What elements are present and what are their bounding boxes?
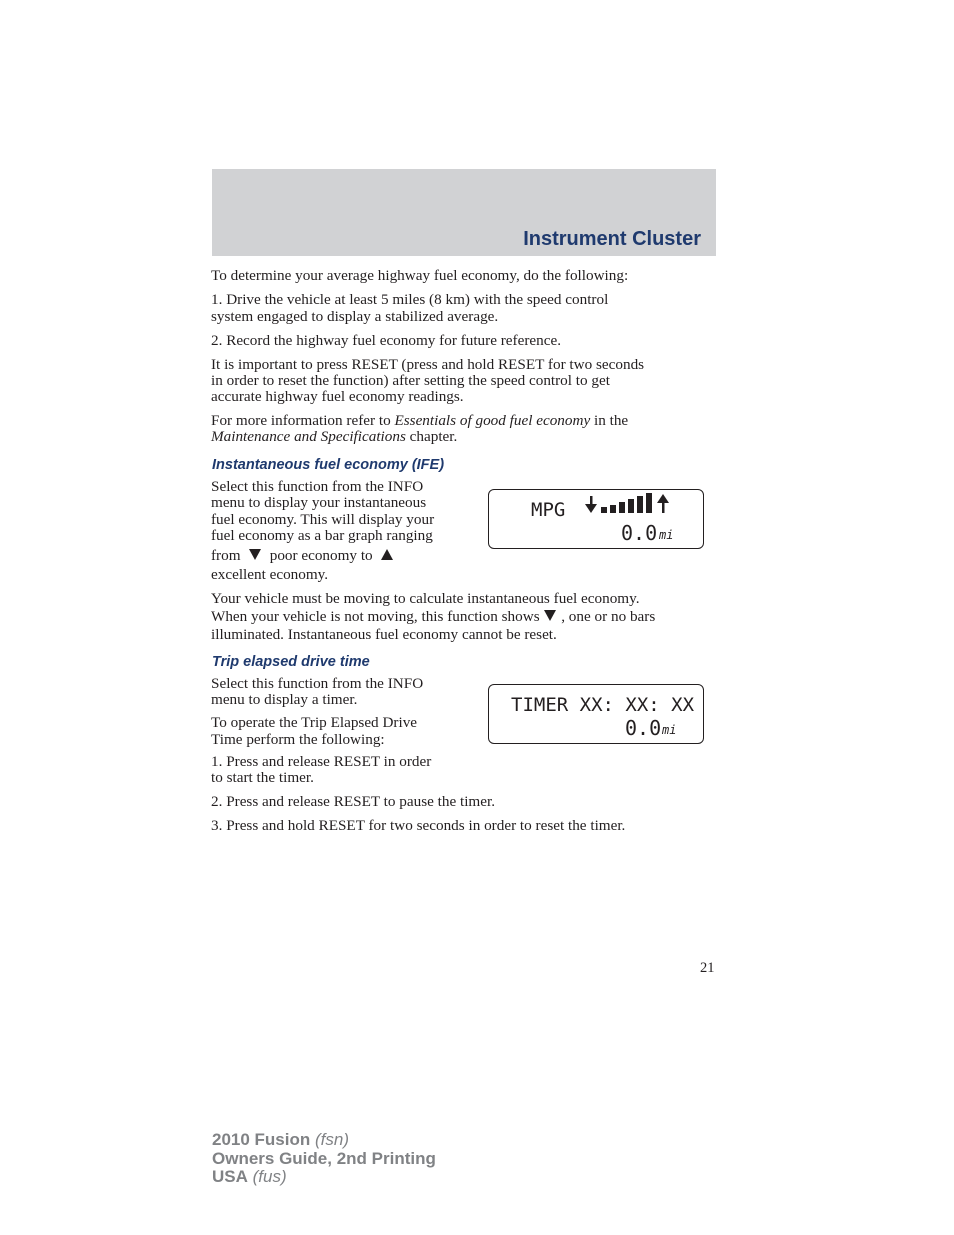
fuel-economy-bar-graph bbox=[601, 493, 652, 513]
intro-note-line-3: accurate highway fuel economy readings. bbox=[211, 388, 464, 405]
intro-note-line-2: in order to reset the function) after setting the speed control to get bbox=[211, 372, 610, 389]
chapter-title: Instrument Cluster bbox=[523, 228, 701, 250]
down-triangle-icon bbox=[543, 609, 557, 622]
timer-line-4: Time perform the following: bbox=[211, 731, 385, 748]
timer-display-label: TIMER XX: XX: XX bbox=[511, 694, 695, 716]
intro-step-1-line-1: 1. Drive the vehicle at least 5 miles (8 km) with the speed control bbox=[211, 291, 609, 308]
ife-line-5: from poor economy to bbox=[211, 548, 394, 565]
ife-line-3: fuel economy. This will display your bbox=[211, 511, 435, 528]
footer-line-3: USA (fus) bbox=[212, 1167, 287, 1186]
ife-line-6: excellent economy. bbox=[211, 566, 329, 583]
timer-line-2: menu to display a timer. bbox=[211, 691, 358, 708]
intro-reference-line-2: Maintenance and Specifications chapter. bbox=[211, 428, 458, 445]
reference-title-maintenance: Maintenance and Specifications bbox=[211, 428, 406, 445]
timer-step-3: 3. Press and hold RESET for two seconds in order to reset the timer. bbox=[211, 817, 626, 834]
ife-line-4: fuel economy as a bar graph ranging bbox=[211, 527, 433, 544]
ife-display-illustration bbox=[488, 489, 704, 549]
chapter-header-band bbox=[212, 169, 716, 256]
intro-note-line-1: It is important to press RESET (press and hold RESET for two seconds bbox=[211, 356, 645, 373]
ife-paragraph-2-line-1: Your vehicle must be moving to calculate instantaneous fuel economy. bbox=[211, 590, 640, 607]
document-footer bbox=[212, 1131, 436, 1187]
timer-step-1-line-1: 1. Press and release RESET in order bbox=[211, 753, 432, 770]
up-triangle-icon bbox=[380, 548, 394, 561]
timer-display-unit: mi bbox=[662, 723, 677, 737]
timer-step-1-line-2: to start the timer. bbox=[211, 769, 314, 786]
intro-reference-line-1: For more information refer to Essentials of good fuel economy in the bbox=[211, 412, 629, 429]
ife-line-1: Select this function from the INFO bbox=[211, 478, 424, 495]
reference-title-fuel-economy: Essentials of good fuel economy bbox=[394, 412, 591, 429]
ife-display-label: MPG bbox=[531, 499, 566, 521]
timer-step-2: 2. Press and release RESET to pause the timer. bbox=[211, 793, 496, 810]
ife-paragraph-2-line-3: illuminated. Instantaneous fuel economy cannot be reset. bbox=[211, 626, 557, 643]
up-arrow-icon bbox=[657, 494, 669, 513]
footer-line-1: 2010 Fusion (fsn) bbox=[212, 1130, 349, 1149]
ife-display-value: 0.0 bbox=[621, 521, 658, 545]
timer-display-illustration bbox=[488, 684, 704, 744]
intro-paragraph-1: To determine your average highway fuel economy, do the following: bbox=[211, 267, 629, 284]
down-arrow-icon bbox=[585, 496, 597, 513]
ife-line-2: menu to display your instantaneous bbox=[211, 494, 427, 511]
timer-line-3: To operate the Trip Elapsed Drive bbox=[211, 714, 418, 731]
timer-line-1: Select this function from the INFO bbox=[211, 675, 424, 692]
intro-step-1-line-2: system engaged to display a stabilized average. bbox=[211, 308, 499, 325]
timer-heading: Trip elapsed drive time bbox=[212, 654, 370, 670]
ife-paragraph-2-line-2: When your vehicle is not moving, this function shows , one or no bars bbox=[211, 608, 656, 625]
intro-step-2: 2. Record the highway fuel economy for future reference. bbox=[211, 332, 562, 349]
footer-line-2: Owners Guide, 2nd Printing bbox=[212, 1148, 436, 1168]
page-number: 21 bbox=[700, 960, 715, 976]
ife-heading: Instantaneous fuel economy (IFE) bbox=[212, 457, 445, 473]
timer-display-value: 0.0 bbox=[625, 716, 662, 740]
ife-display-unit: mi bbox=[659, 528, 674, 542]
down-triangle-icon bbox=[248, 548, 262, 561]
